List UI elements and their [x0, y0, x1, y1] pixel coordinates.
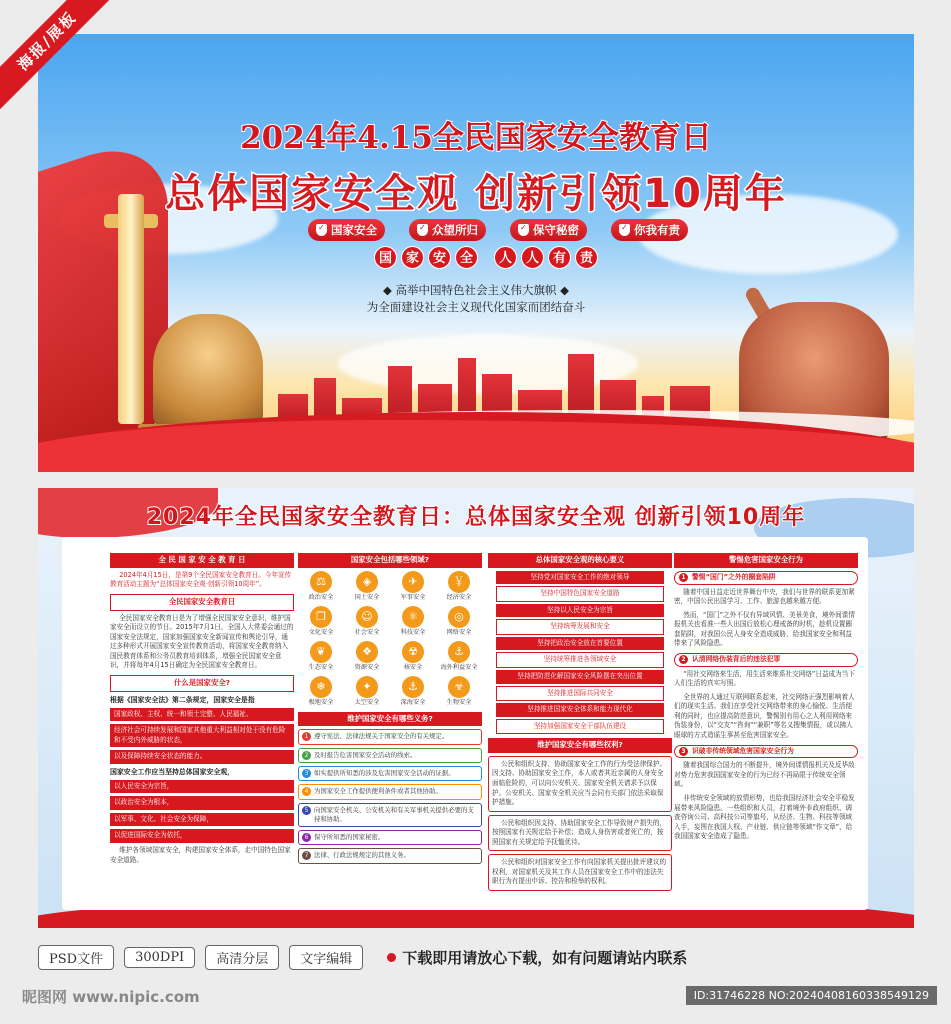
watermark-site: 昵图网 www.nipic.com — [22, 988, 200, 1006]
definition-item: 经济社会可持续发展和国家其他重大利益相对处于没有危险和不受内外威胁的状态， — [110, 724, 294, 747]
alert-subhead-3: 3 识破非传统领域危害国家安全行为 — [674, 745, 858, 759]
content-panel — [62, 537, 868, 910]
domain-label: 海外利益安全 — [440, 663, 478, 671]
alert-text: 非传统安全领域的放情形势，也给我国经济社会安全平稳发展带来风险隐患。一些组织和人员，打着境外非政府组织、调查咨询公司、高科技公司等旗号，从经济、生物、科技等领域入手，妄图在我国人权、产业链、供应链等领域“作文章”，给我国国家安全造成了隐患。 — [674, 794, 855, 841]
duty-number: 1 — [302, 732, 311, 741]
alert-text: 全世界的人通过互联网联系起来，社交网络正强烈影响着人们的现实生活。我们在享受社交网络带来的身心愉悦、生活便利的同时，也应提高防范意识，警惕别有用心之人利用网络来伪装身份，以“交友”“咨询”“兼职”等名义搜集情报，或以拂人眼球的方式造谣生事甚至危害国家安全。 — [674, 692, 855, 739]
duty-text: 及时报告危害国家安全活动的线索。 — [314, 750, 417, 759]
duty-text: 保守所知悉的国家秘密。 — [314, 833, 385, 842]
intro-text: 2024年4月15日，是第9个全民国家安全教育日。今年宣传教育活动主题为“总体国家安全观·创新引领10周年”。 — [110, 570, 292, 589]
duty-text: 法律、行政法规规定的其他义务。 — [314, 851, 410, 860]
domain-item — [390, 676, 436, 708]
domain-item — [298, 606, 344, 638]
banner-line1: ◆ 高举中国特色社会主义伟大旗帜 ◆ — [383, 283, 569, 297]
shield-check-icon — [316, 224, 327, 236]
domain-item — [344, 676, 390, 708]
section-head: 国家安全包括哪些领域? — [298, 553, 482, 568]
column-education-day — [110, 553, 294, 901]
requirement-item: 坚持推进国家安全体系和能力现代化 — [496, 703, 664, 717]
alert-subhead-2: 2 认清网络伪装背后的违法犯罪 — [674, 653, 858, 667]
atom-icon: ⚛ — [402, 606, 424, 628]
tag-baoshou: ✓ 保守秘密 — [510, 219, 587, 241]
domain-item — [436, 641, 482, 673]
section-head: 总体国家安全观的核心要义 — [488, 553, 672, 568]
requirement-item: 坚持加强国家安全干部队伍建设 — [496, 719, 664, 735]
duty-text: 向国家安全机关、公安机关和有关军事机关提供必要的支持和协助。 — [314, 805, 474, 823]
domain-label: 社会安全 — [354, 628, 380, 636]
duty-item — [298, 803, 482, 828]
duty-list — [298, 729, 482, 863]
domain-label: 生态安全 — [308, 663, 334, 671]
duty-number: 3 — [302, 769, 311, 778]
people-icon: ☺ — [356, 606, 378, 628]
resource-icon: ❖ — [356, 641, 378, 663]
principle-item: 以促进国际安全为依托， — [110, 829, 294, 843]
shield-check-icon — [518, 224, 529, 236]
domain-label: 科技安全 — [400, 628, 426, 636]
gavel-icon: ⚖ — [310, 571, 332, 593]
domain-item — [436, 676, 482, 708]
domain-label: 太空安全 — [354, 698, 380, 706]
domain-label: 文化安全 — [308, 628, 334, 636]
requirement-item: 坚持党对国家安全工作的绝对领导 — [496, 571, 664, 585]
alert-subhead-1: 1 警惕“国门”之外的圈套陷阱 — [674, 571, 858, 585]
requirement-item: 坚持中国特色国家安全道路 — [496, 586, 664, 602]
definition-lead: 根据《国家安全法》第二条规定，国家安全是指 — [110, 695, 255, 704]
duty-item — [298, 766, 482, 781]
column-alert — [674, 553, 858, 901]
domain-label: 网络安全 — [446, 628, 472, 636]
board-title: 2024年全民国家安全教育日：总体国家安全观 创新引领10周年 — [146, 505, 806, 530]
slogan-char: 家 — [401, 246, 424, 269]
slogan-char: 全 — [455, 246, 478, 269]
globe-icon: ◎ — [448, 606, 470, 628]
domain-item — [298, 571, 344, 603]
domain-item — [436, 606, 482, 638]
requirement-item: 坚持把防范化解国家安全风险摆在突出位置 — [496, 670, 664, 684]
bullet-dot-icon — [387, 953, 396, 962]
domain-item — [390, 641, 436, 673]
domain-item — [344, 571, 390, 603]
duty-number: 7 — [302, 851, 311, 860]
domain-item — [390, 571, 436, 603]
section-head: 全民国家安全教育日 — [110, 594, 294, 611]
jet-icon: ✈ — [402, 571, 424, 593]
banner-subtitle: 总体国家安全观 创新引领10周年 — [165, 171, 787, 217]
alert-text: 然而，“国门”之外不仅有异域风情、美景美食，境外间谍情报机关也看准一些人出国后放松心理戒备的时机，趁机设置圈套陷阱，对我国公民人身安全造成威胁，给我国家安全和利益带来了风险隐患。 — [674, 610, 855, 648]
corner-ribbon — [0, 0, 130, 130]
slogan-char: 安 — [428, 246, 451, 269]
education-day-text: 全民国家安全教育日是为了增强全民国家安全意识，维护国家安全而设立的节日。2015年7月1日，全国人大常委会通过的国家安全法规定，国家加强国家安全新闻宣传和舆论引导，通过多种形式开展国家安全宣传教育活动，将国家安全教育纳入国民教育体系和公务员教育培训体系，增强全民国家安全意识，并将每年4月15日确定为全民国家安全教育日。 — [110, 613, 294, 670]
watermark-id: ID:31746228 NO:20240408160338549129 — [686, 986, 937, 1005]
domain-item — [436, 571, 482, 603]
section-head: 什么是国家安全? — [110, 675, 294, 692]
domain-item — [298, 676, 344, 708]
biohazard-icon: ☣ — [448, 676, 470, 698]
duty-number: 6 — [302, 833, 311, 842]
requirement-item: 坚持把政治安全放在首要位置 — [496, 637, 664, 651]
duty-item — [298, 748, 482, 763]
banner-slogan — [374, 246, 598, 269]
section-head: 维护国家安全有哪些权利? — [488, 738, 672, 753]
duty-text: 遵守宪法、法律法规关于国家安全的有关规定。 — [314, 732, 449, 741]
leaf-icon: ❦ — [310, 641, 332, 663]
download-notice: 下载即用请放心下载，如有问题请站内联系 — [387, 947, 687, 968]
domain-label: 军事安全 — [400, 593, 426, 601]
domain-label: 生物安全 — [446, 698, 472, 706]
alert-text: 随着中国日益走近世界舞台中央，我们与世界的联系更加紧密，中国公民出国学习、工作、旅游也越来越方便。 — [674, 587, 855, 606]
duty-text: 如实提供所知悉的涉及危害国家安全活动的证据。 — [314, 768, 455, 777]
domain-label: 经济安全 — [446, 593, 472, 601]
domain-item — [344, 606, 390, 638]
book-icon: ❐ — [310, 606, 332, 628]
rocket-icon: ✦ — [356, 676, 378, 698]
domain-label: 国土安全 — [354, 593, 380, 601]
land-icon: ◈ — [356, 571, 378, 593]
slogan-char: 有 — [548, 246, 571, 269]
shield-check-icon — [619, 224, 630, 236]
principle-item: 以军事、文化、社会安全为保障， — [110, 813, 294, 827]
right-item: 公民和组织因支持、协助国家安全工作导致财产损失的，按照国家有关规定给予补偿；造成人身伤害或者死亡的，按照国家有关规定给予抚恤优待。 — [488, 815, 672, 852]
badge-text-edit: 文字编辑 — [289, 945, 363, 970]
duty-item — [298, 848, 482, 863]
tag-niwo: ✓ 你我有责 — [611, 219, 688, 241]
domain-item — [344, 641, 390, 673]
banner-title: 2024年4.15全民国家安全教育日 — [240, 120, 712, 156]
domain-label: 政治安全 — [308, 593, 334, 601]
domain-item — [298, 641, 344, 673]
right-item: 公民和组织对国家安全工作有向国家机关提出批评建议的权利，对国家机关及其工作人员在国家安全工作中的违法失职行为有提出申诉、控告和检举的权利。 — [488, 854, 672, 891]
column-core-rights — [488, 553, 672, 901]
domain-grid — [298, 571, 482, 708]
money-icon: ￥ — [448, 571, 470, 593]
bottom-strip — [38, 942, 914, 972]
domain-label: 核安全 — [403, 663, 423, 671]
principle-item: 以人民安全为宗旨， — [110, 780, 294, 794]
slogan-char: 责 — [575, 246, 598, 269]
section-head: 维护国家安全有哪些义务? — [298, 712, 482, 727]
requirement-item: 坚持统筹推进各领域安全 — [496, 652, 664, 668]
requirement-item: 坚持以人民安全为宗旨 — [496, 604, 664, 618]
slogan-char: 国 — [374, 246, 397, 269]
snowflake-icon: ❄ — [310, 676, 332, 698]
corner-label: 海报/展板 — [0, 0, 118, 112]
banner-tags — [308, 219, 688, 241]
duty-text: 为国家安全工作提供便利条件或者其他协助。 — [314, 787, 442, 796]
alert-text: 随着我国综合国力的不断提升，境外间谍情报机关及反华敌对势力危害我国国家安全的行为已经不再局限于传统安全领域。 — [674, 761, 855, 789]
domain-item — [390, 606, 436, 638]
principle-lead: 国家安全工作应当坚持总体国家安全观， — [110, 767, 235, 776]
top-banner — [38, 34, 914, 472]
stone-lion-decor — [153, 314, 263, 429]
badge-psd: PSD文件 — [38, 945, 114, 970]
requirement-item: 坚持统筹发展和安全 — [496, 619, 664, 635]
duty-number: 5 — [302, 806, 311, 815]
tag-guojia: ✓ 国家安全 — [308, 219, 385, 241]
domain-label: 深海安全 — [400, 698, 426, 706]
principle-item: 以政治安全为根本， — [110, 796, 294, 810]
definition-item: 以及保障持续安全状态的能力。 — [110, 750, 294, 764]
requirement-item: 坚持推进国际共同安全 — [496, 686, 664, 702]
requirement-list — [488, 571, 672, 734]
column-domains-duties — [298, 553, 482, 901]
section-head: 全 民 国 家 安 全 教 育 日 — [110, 553, 294, 568]
duty-number: 2 — [302, 751, 311, 760]
duty-item — [298, 784, 482, 799]
anchor-icon: ⚓ — [402, 676, 424, 698]
domain-label: 极地安全 — [308, 698, 334, 706]
alert-text: “用社交网络来生活，用生活来维系社交网络”日益成为当下人们生活的真实写照。 — [674, 669, 855, 688]
duty-number: 4 — [302, 787, 311, 796]
radiation-icon: ☢ — [402, 641, 424, 663]
duty-item — [298, 830, 482, 845]
ship-icon: ⚓ — [448, 641, 470, 663]
tag-zhongwang: ✓ 众望所归 — [409, 219, 486, 241]
definition-item: 国家政权、主权、统一和领土完整、人民福祉、 — [110, 708, 294, 722]
badge-layers: 高清分层 — [205, 945, 279, 970]
duty-item — [298, 729, 482, 744]
outro-text: 维护各领域国家安全，构建国家安全体系，走中国特色国家安全道路。 — [110, 845, 291, 864]
slogan-char: 人 — [521, 246, 544, 269]
shield-check-icon — [417, 224, 428, 236]
banner-line2: 为全面建设社会主义现代化国家而团结奋斗 — [366, 300, 586, 314]
right-item: 公民和组织支持、协助国家安全工作的行为受法律保护。因支持、协助国家安全工作，本人或者其近亲属的人身安全面临危险的，可以向公安机关、国家安全机关请求予以保护。公安机关、国家安全机关应当会同有关部门依法采取保护措施。 — [488, 756, 672, 812]
domain-label: 资源安全 — [354, 663, 380, 671]
section-head: 警惕危害国家安全行为 — [674, 553, 858, 568]
badge-dpi: 300DPI — [124, 947, 195, 968]
slogan-char: 人 — [494, 246, 517, 269]
